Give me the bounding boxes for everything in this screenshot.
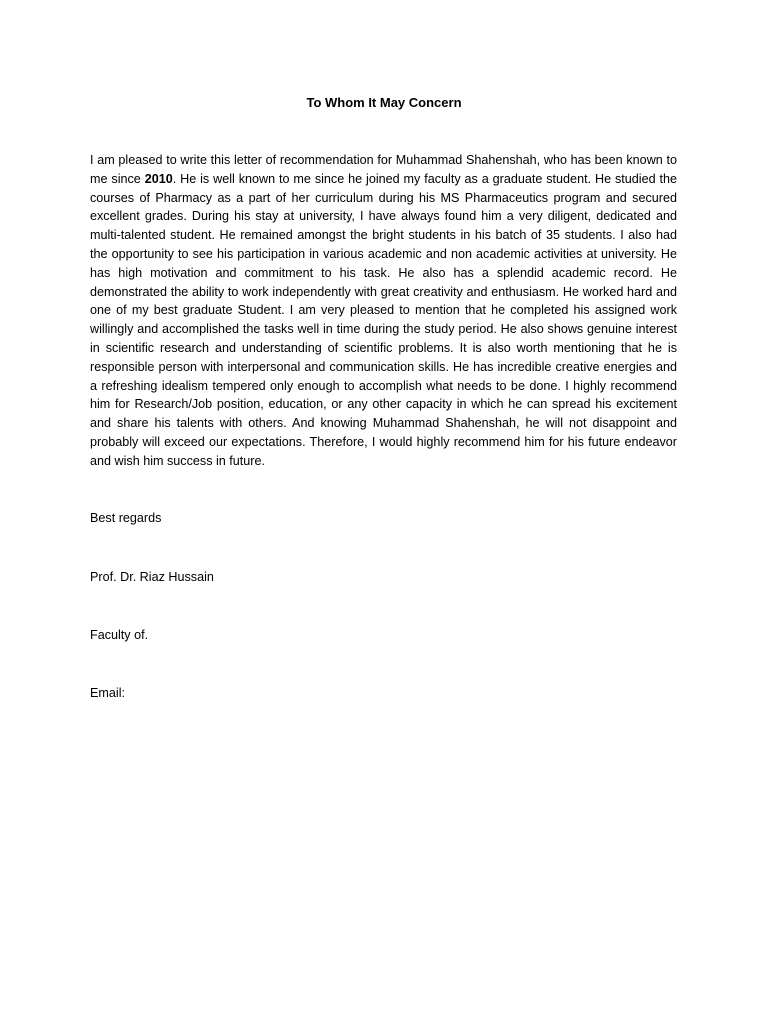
year-emphasis: 2010 [144, 171, 173, 186]
faculty-line: Faculty of. [90, 628, 149, 642]
letter-body [90, 151, 677, 471]
closing-line: Best regards [90, 511, 162, 525]
signer-name: Prof. Dr. Riaz Hussain [90, 570, 214, 584]
email-label: Email: [90, 686, 125, 700]
body-text-rest: . He is well known to me since he joined my faculty as a graduate student. He studied the courses of Pharmacy as a part of her curriculum during his MS Pharmaceutics program and secured excellent grades. During his stay at university, I have always found him a very diligent, dedicated and multi-talented student. He remained amongst the bright students in his batch of 35 students. I also had the opportunity to see his participation in various academic and non academic activities at university. He has high motivation and commitment to his task. He also has a splendid academic record. He demonstrated the ability to work independently with great creativity and enthusiasm. He worked hard and one of my best graduate Student. I am very pleased to mention that he completed his assigned work willingly and accomplished the tasks well in time during the study period. He also shows genuine interest in scientific research and understanding of scientific problems. It is also worth mentioning that he is responsible person with interpersonal and communication skills. He has incredible creative energies and a refreshing idealism tempered only enough to accomplish what needs to be done. I highly recommend him for Research/Job position, education, or any other capacity in which he can spread his excitement and share his talents with others. And knowing Muhammad Shahenshah, he will not disappoint and probably will exceed our expectations. Therefore, I would highly recommend him for his future endeavor and wish him success in future. [90, 171, 677, 468]
body-text-start: I am pleased to write this letter of recommendation for Muhammad Shahenshah, who has been known to me since [90, 153, 677, 186]
letter-title: To Whom It May Concern [306, 95, 462, 110]
